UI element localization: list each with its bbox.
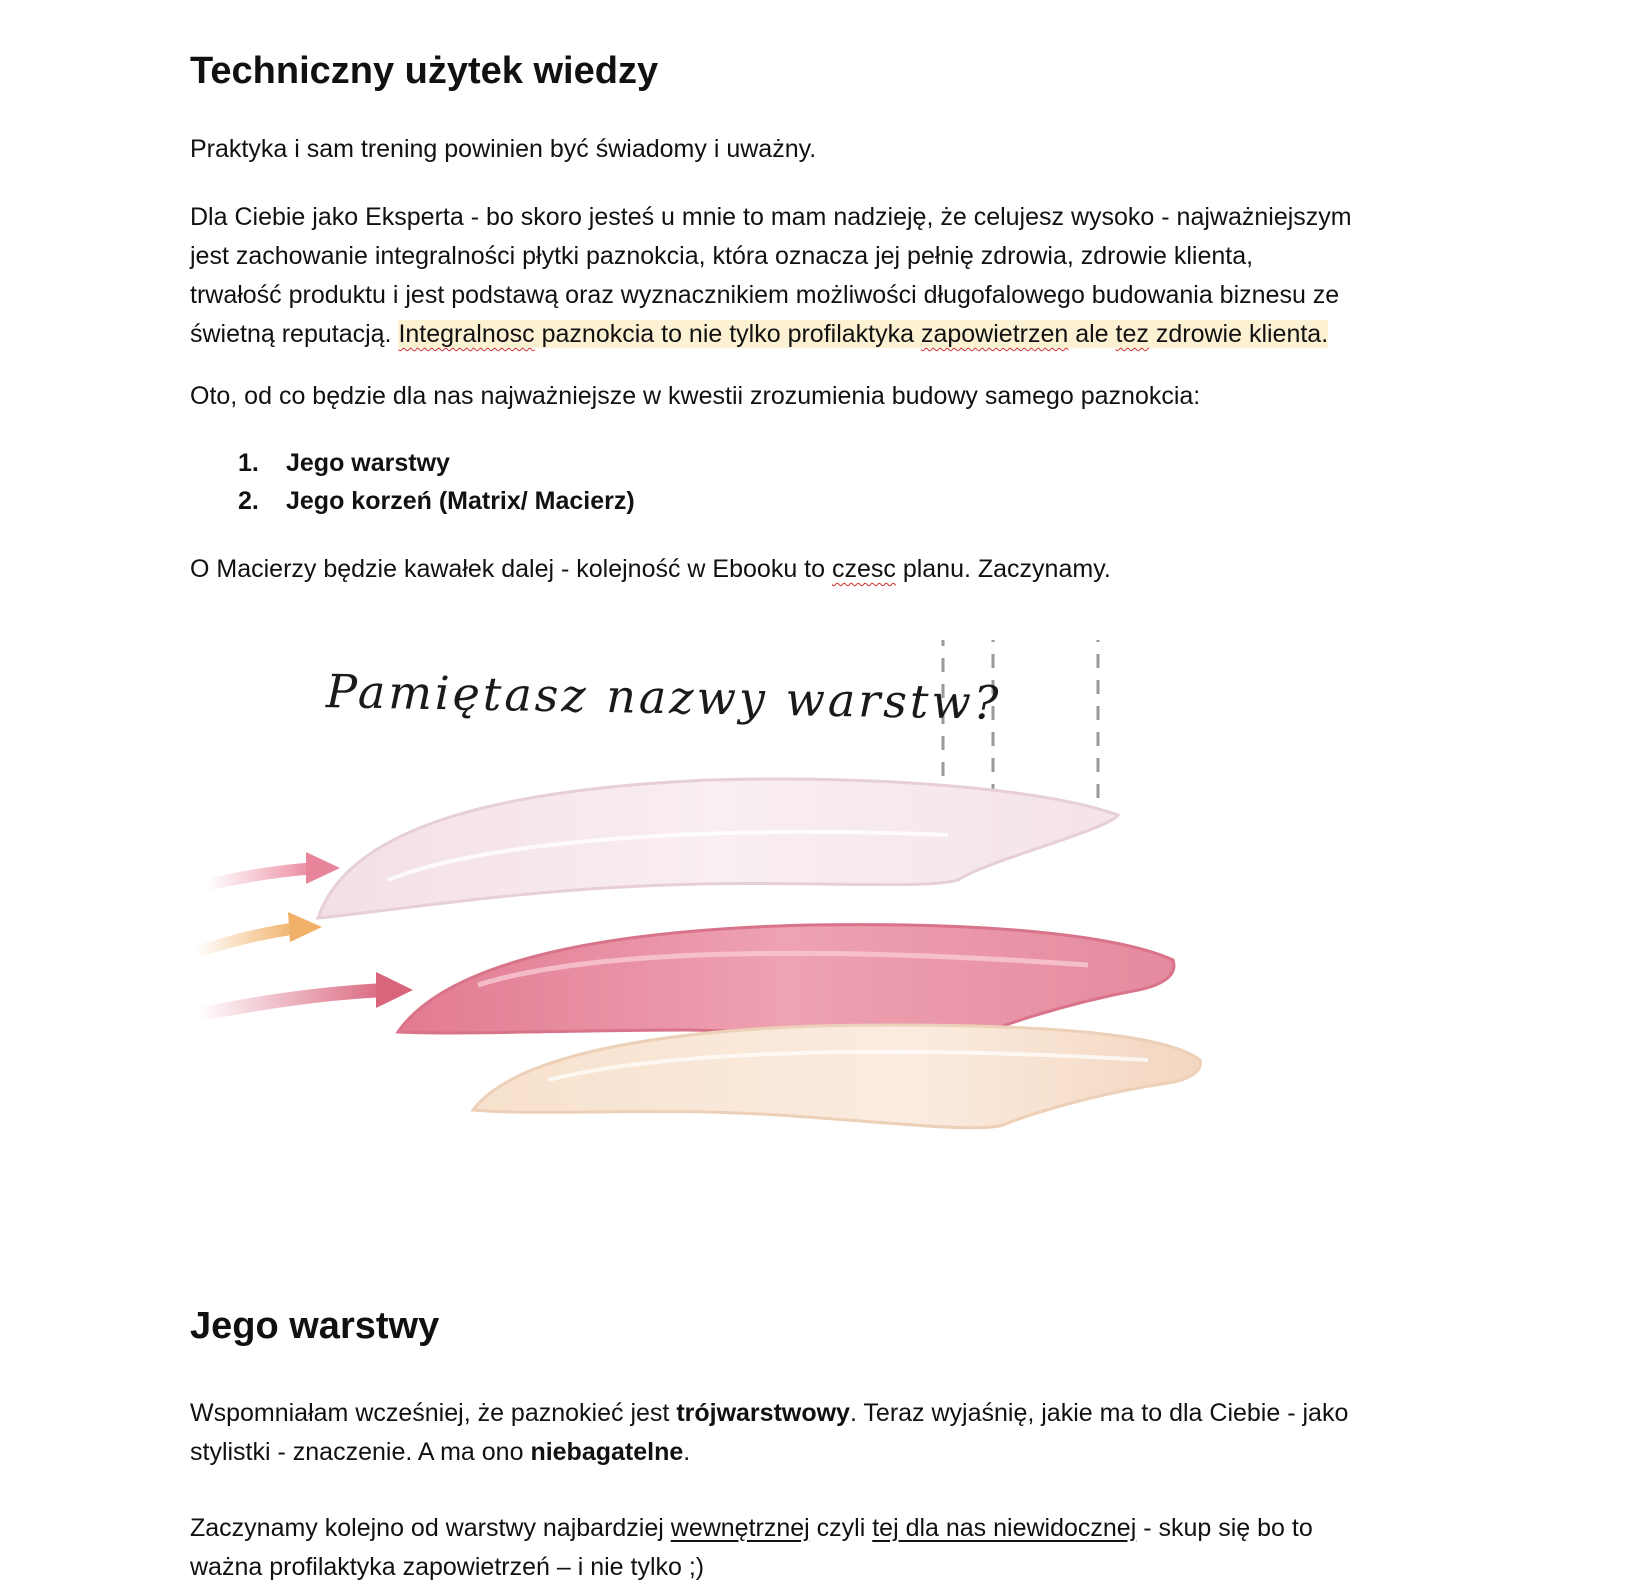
arrow-red [198, 972, 413, 1015]
top-layer [318, 779, 1118, 918]
text-span: . [683, 1438, 691, 1466]
middle-layer [398, 925, 1174, 1043]
list-item [238, 444, 635, 482]
bottom-layer [473, 1025, 1200, 1128]
paragraph-matrix [190, 550, 1460, 589]
paragraph-inner-layer [190, 1509, 1460, 1587]
text-span: O Macierzy będzie kawałek dalej - kolejność w Ebooku to [190, 555, 832, 583]
arrow-orange [196, 912, 322, 952]
underlined-text: wewnętrznej [670, 1514, 810, 1542]
numbered-list [238, 444, 635, 520]
text-span: planu. Zaczynamy. [895, 555, 1111, 583]
text-span: Zaczynamy kolejno od warstwy najbardziej [190, 1514, 671, 1542]
paragraph-integrity [190, 198, 1460, 354]
section-title: Jego warstwy [190, 1305, 440, 1347]
text-span: zdrowie klienta. [1148, 320, 1329, 348]
text-span: stylistki - znaczenie. A ma ono [190, 1438, 531, 1466]
paragraph-intro: Praktyka i sam trening powinien być świadomy i uważny. [190, 135, 817, 163]
list-number: 1. [238, 449, 259, 477]
text-span: . Teraz wyjaśnię, jakie ma to dla Ciebie - jako [849, 1399, 1349, 1427]
bold-text: niebagatelne [530, 1438, 684, 1466]
paragraph-line [190, 1394, 1460, 1433]
misspelled-word: zapowietrzen [920, 320, 1069, 348]
text-span: - skup się bo to [1136, 1514, 1313, 1542]
paragraph-line: jest zachowanie integralności płytki paznokcia, która oznacza jej pełnię zdrowia, zdrowie klienta, [190, 242, 1254, 270]
paragraph-line: Dla Ciebie jako Eksperta - bo skoro jesteś u mnie to mam nadzieję, że celujesz wysoko - najważniejszym [190, 203, 1352, 231]
text-span: czyli [809, 1514, 873, 1542]
arrow-pink [208, 852, 340, 885]
paragraph-line [190, 315, 1460, 354]
list-item-text: Jego warstwy [286, 449, 450, 477]
list-item [238, 482, 635, 520]
highlighted-text [398, 320, 1328, 348]
text-span: świetną reputacją. [190, 320, 399, 348]
underlined-text: tej dla nas niewidocznej [872, 1514, 1137, 1542]
list-number: 2. [238, 487, 259, 515]
misspelled-word: czesc [831, 555, 896, 583]
misspelled-word: Integralnosc [398, 320, 535, 348]
text-span: paznokcia to nie tylko profilaktyka [534, 320, 921, 348]
paragraph-line [190, 1433, 1460, 1472]
misspelled-word: tez [1115, 320, 1149, 348]
paragraph-three-layers [190, 1394, 1460, 1472]
paragraph-line: ważna profilaktyka zapowietrzeń – i nie tylko ;) [190, 1553, 705, 1581]
handwritten-question: Pamiętasz nazwy warstw? [325, 664, 1002, 730]
section-title: Techniczny użytek wiedzy [190, 50, 659, 92]
paragraph-line: trwałość produktu i jest podstawą oraz wyznacznikiem możliwości długofalowego budowania biznesu ze [190, 281, 1340, 309]
list-item-text: Jego korzeń (Matrix/ Macierz) [286, 487, 635, 515]
bold-text: trójwarstwowy [676, 1399, 850, 1427]
text-span: Wspomniałam wcześniej, że paznokieć jest [190, 1399, 677, 1427]
nail-layers-illustration [188, 640, 1250, 1180]
paragraph-important: Oto, od co będzie dla nas najważniejsze w kwestii zrozumienia budowy samego paznokcia: [190, 382, 1201, 410]
paragraph-line [190, 1509, 1460, 1548]
text-span: ale [1068, 320, 1116, 348]
